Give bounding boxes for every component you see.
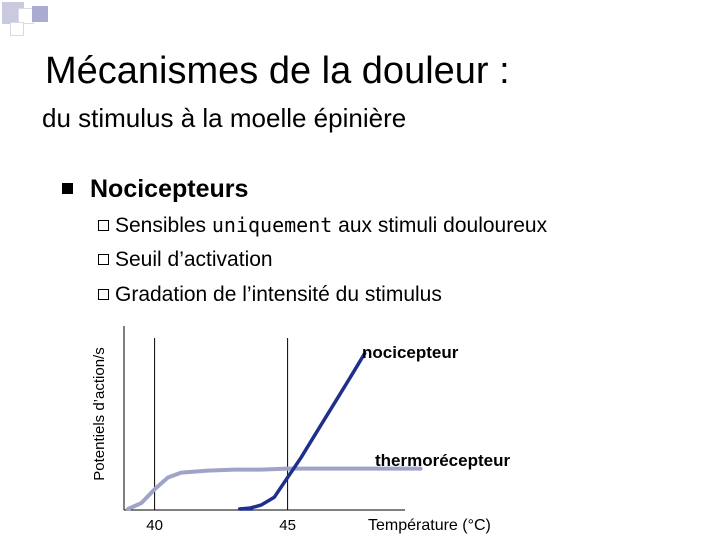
sub-bullet-text: Sensibles (115, 214, 212, 237)
sub-bullet-text: Gradation de l’intensité du stimulus (115, 283, 442, 306)
y-axis-label: Potentiels d’action/s (91, 347, 108, 481)
x-axis-label: Température (°C) (368, 517, 491, 534)
series-line-nocicepteur (240, 353, 365, 509)
x-tick-label: 40 (146, 517, 163, 534)
series-line-thermorecepteur (128, 469, 421, 509)
series-label-nocicepteur: nocicepteur (362, 343, 459, 362)
series-label-thermorecepteur: thermorécepteur (375, 451, 511, 470)
x-tick-label: 45 (279, 517, 296, 534)
sub-bullet-emphasis: uniquement (211, 213, 333, 237)
bullet-heading: Nocicepteurs (90, 175, 249, 203)
sub-bullet-text: Seuil d’activation (115, 248, 273, 271)
page-subtitle: du stimulus à la moelle épinière (42, 103, 407, 133)
page-title: Mécanismes de la douleur : (45, 50, 510, 92)
sub-bullet-text: aux stimuli douloureux (332, 214, 548, 237)
